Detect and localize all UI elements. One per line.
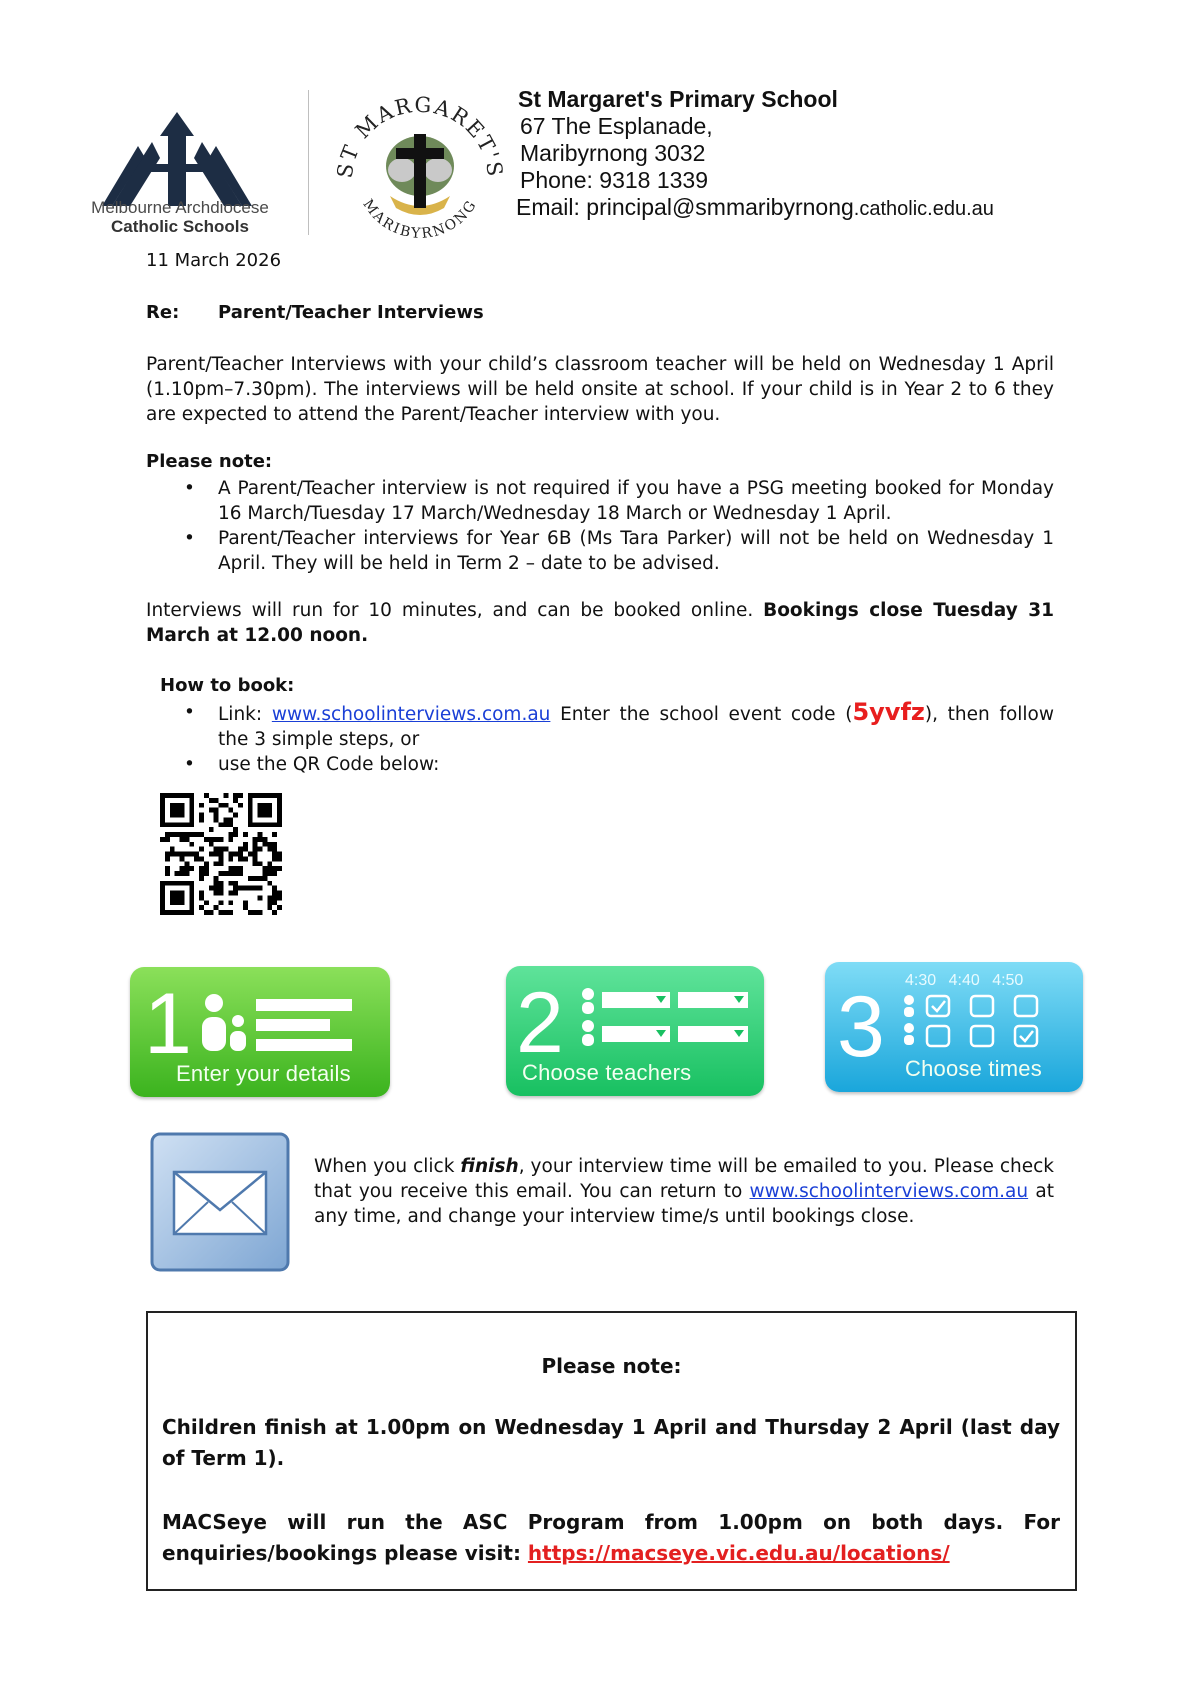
qr-bullet: • use the QR Code below: <box>184 752 1054 777</box>
step3-caption: Choose times <box>905 1056 1042 1081</box>
re-label: Re: <box>146 302 180 323</box>
link-prefix: Link: <box>218 704 272 725</box>
notice-macseye <box>162 1507 1060 1569</box>
school-name: St Margaret's Primary School <box>518 86 838 112</box>
email-line <box>516 194 994 223</box>
qr-code-icon[interactable] <box>160 793 282 915</box>
schoolinterviews-link-2[interactable]: www.schoolinterviews.com.au <box>749 1181 1029 1202</box>
email-envelope-icon <box>150 1132 290 1272</box>
user-details-icon <box>202 989 362 1061</box>
choose-teachers-icon <box>582 988 752 1050</box>
crest-top-text: ST MARGARET'S <box>332 92 508 180</box>
letter-date: 11 March 2026 <box>146 250 282 271</box>
note-bullet-year6b: • Parent/Teacher interviews for Year 6B (Ms Tara Parker) will not be held on Wednesday 1 April. They will be held in Term 2 – date to be advised. <box>184 526 1054 576</box>
time-430: 4:30 <box>905 972 937 989</box>
header-divider <box>308 90 309 235</box>
step2-number: 2 <box>516 975 564 1071</box>
address-line2: Maribyrnong 3032 <box>520 140 706 166</box>
macs-logo-line2: Catholic Schools <box>111 217 249 236</box>
interviews-text: Interviews will run for 10 minutes, and can be booked online. <box>146 600 764 621</box>
how-to-book-heading: How to book: <box>160 675 295 696</box>
email-address: Email: principal@smmaribyrnong <box>516 194 854 220</box>
school-crest-icon <box>330 84 510 244</box>
macs-logo-line1: Melbourne Archdiocese <box>91 198 269 217</box>
step3-number: 3 <box>837 979 885 1075</box>
choose-times-icon <box>903 994 1053 1054</box>
macseye-text: MACSeye will run the ASC Program from 1.00pm on both days. For enquiries/bookings please visit: <box>162 1510 1060 1565</box>
finish-pre: When you click <box>314 1156 461 1177</box>
how-to-book-list <box>184 700 1054 777</box>
intro-paragraph: Parent/Teacher Interviews with your child’s classroom teacher will be held on Wednesday 1 April (1.10pm–7.30pm). The interviews will be held onsite at school. If your child is in Year 2 to 6 they are expected to attend the Parent/Teacher interview with you. <box>146 354 1054 425</box>
finish-word: finish <box>460 1156 519 1177</box>
phone-line: Phone: 9318 1339 <box>520 167 709 193</box>
step1-tile <box>130 967 390 1097</box>
address-line1: 67 The Esplanade, <box>520 113 713 139</box>
step1-number: 1 <box>144 976 192 1072</box>
step2-caption: Choose teachers <box>522 1060 692 1085</box>
crest-bottom-text: MARIBYRNONG <box>359 196 481 242</box>
note-bullet-list <box>184 476 1054 576</box>
re-subject: Parent/Teacher Interviews <box>218 302 484 323</box>
booking-paragraph <box>146 598 1054 648</box>
notice-early-finish: Children finish at 1.00pm on Wednesday 1 April and Thursday 2 April (last day of Term 1). <box>162 1415 1060 1470</box>
link-bullet <box>184 700 1054 752</box>
finish-mid: , your interview time will be emailed to you. Please check that you receive this email. You can return to <box>314 1156 1054 1202</box>
macseye-link[interactable]: https://macseye.vic.edu.au/locations/ <box>527 1541 950 1565</box>
step2-tile <box>506 966 764 1096</box>
note-bullet-psg: • A Parent/Teacher interview is not required if you have a PSG meeting booked for Monday 16 March/Tuesday 17 March/Wednesday 18 March or Wednesday 1 April. <box>184 476 1054 526</box>
time-440: 4:40 <box>948 972 980 989</box>
finish-post: at any time, and change your interview time/s until bookings close. <box>314 1181 1054 1227</box>
please-note-heading: Please note: <box>146 451 273 472</box>
notice-box-title: Please note: <box>541 1354 682 1378</box>
step3-tile <box>825 962 1083 1092</box>
link-suffix: ), then follow the 3 simple steps, or <box>218 704 1055 750</box>
schoolinterviews-link[interactable]: www.schoolinterviews.com.au <box>271 704 551 725</box>
email-domain: .catholic.edu.au <box>853 198 994 220</box>
event-code: 5yvfz <box>852 698 925 726</box>
step3-times <box>905 972 1023 990</box>
link-middle: Enter the school event code ( <box>550 704 853 725</box>
step1-caption: Enter your details <box>176 1061 351 1086</box>
finish-paragraph <box>314 1154 1054 1229</box>
bookings-close-text: Bookings close Tuesday 31 March at 12.00 noon. <box>146 600 1054 646</box>
time-450: 4:50 <box>992 972 1024 989</box>
school-contact-block <box>518 86 994 223</box>
macs-logo-text <box>70 198 290 236</box>
